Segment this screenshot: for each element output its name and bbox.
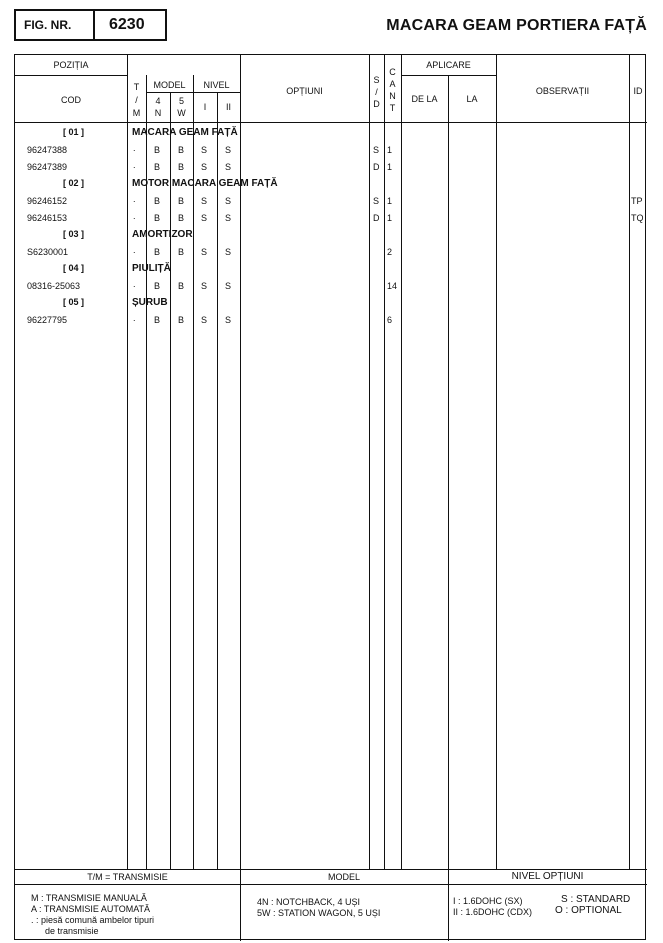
col-line-nivel-i bbox=[217, 92, 218, 869]
hdr-model-5: 5 bbox=[178, 96, 184, 106]
col-line-cod bbox=[127, 55, 128, 869]
group-name: ȘURUB bbox=[132, 297, 168, 308]
part-nivel-ii: S bbox=[225, 213, 232, 223]
part-transmission: . bbox=[133, 143, 136, 153]
part-code: 96246152 bbox=[27, 196, 68, 206]
part-quantity: 2 bbox=[387, 247, 393, 257]
part-nivel-i: S bbox=[201, 145, 208, 155]
part-model-4n: B bbox=[154, 281, 161, 291]
part-model-5w: B bbox=[178, 213, 185, 223]
part-model-5w: B bbox=[178, 196, 185, 206]
part-nivel-i: S bbox=[201, 315, 208, 325]
part-nivel-ii: S bbox=[225, 315, 232, 325]
legend-tm-line: . : piesă comună ambelor tipuri bbox=[31, 915, 155, 925]
hdr-model-5w: W bbox=[177, 108, 186, 118]
part-model-5w: B bbox=[178, 162, 185, 172]
part-code: 96227795 bbox=[27, 315, 68, 325]
part-nivel-ii: S bbox=[225, 162, 232, 172]
col-line-4n bbox=[170, 92, 171, 869]
hdr-cod: COD bbox=[61, 95, 81, 105]
group-position: [ 04 ] bbox=[63, 263, 85, 273]
part-quantity: 6 bbox=[387, 315, 393, 325]
hdr-id: ID bbox=[633, 86, 643, 96]
row-line-aplicare bbox=[401, 75, 496, 76]
col-line-id bbox=[629, 55, 630, 869]
hdr-observatii: OBSERVAȚII bbox=[535, 86, 590, 96]
part-quantity: 1 bbox=[387, 213, 393, 223]
hdr-sd-s: S bbox=[373, 75, 380, 85]
legend-model-line: 4N : NOTCHBACK, 4 UȘI bbox=[257, 897, 361, 907]
col-line-la bbox=[448, 75, 449, 941]
part-transmission: . bbox=[133, 245, 136, 255]
group-name: PIULIȚĂ bbox=[132, 263, 171, 274]
part-nivel-ii: S bbox=[225, 145, 232, 155]
hdr-tm-t: T bbox=[133, 82, 140, 92]
part-nivel-i: S bbox=[201, 196, 208, 206]
hdr-nivel-i: I bbox=[203, 102, 207, 112]
part-side: D bbox=[373, 213, 380, 223]
legend-nivel-line: II : 1.6DOHC (CDX) bbox=[453, 907, 533, 917]
group-name: MACARA GEAM FAȚĂ bbox=[132, 127, 238, 138]
row-line-header-bottom bbox=[15, 122, 647, 123]
group-position: [ 03 ] bbox=[63, 229, 85, 239]
hdr-tm-slash: / bbox=[135, 95, 138, 105]
col-line-model bbox=[193, 75, 194, 869]
legend-nivel-title: NIVEL OPȚIUNI bbox=[511, 871, 584, 882]
hdr-cant-a: A bbox=[389, 79, 396, 89]
hdr-cant-c: C bbox=[389, 67, 396, 77]
group-name: AMORTIZOR bbox=[132, 229, 193, 240]
part-transmission: . bbox=[133, 194, 136, 204]
fig-label: FIG. NR. bbox=[24, 18, 72, 32]
hdr-de-la: DE LA bbox=[411, 94, 438, 104]
part-code: S6230001 bbox=[27, 247, 69, 257]
part-id: TP bbox=[631, 196, 643, 206]
part-code: 08316-25063 bbox=[27, 281, 81, 291]
hdr-model-4n: N bbox=[154, 108, 162, 118]
row-line-legend-top bbox=[15, 869, 647, 870]
group-position: [ 02 ] bbox=[63, 178, 85, 188]
part-nivel-i: S bbox=[201, 281, 208, 291]
group-position: [ 05 ] bbox=[63, 297, 85, 307]
part-model-5w: B bbox=[178, 247, 185, 257]
part-model-4n: B bbox=[154, 213, 161, 223]
legend-tm-line: M : TRANSMISIE MANUALĂ bbox=[31, 893, 147, 903]
parts-table bbox=[14, 54, 646, 940]
row-line-legend-title bbox=[15, 884, 647, 885]
part-transmission: . bbox=[133, 313, 136, 323]
part-side: S bbox=[373, 145, 380, 155]
hdr-model: MODEL bbox=[153, 80, 186, 90]
legend-opt-line: S : STANDARD bbox=[561, 894, 631, 905]
group-name: MOTOR MACARA GEAM FAȚĂ bbox=[132, 178, 278, 189]
part-model-5w: B bbox=[178, 145, 185, 155]
col-line-cant bbox=[384, 55, 385, 869]
part-side: D bbox=[373, 162, 380, 172]
part-quantity: 1 bbox=[387, 145, 393, 155]
part-model-4n: B bbox=[154, 247, 161, 257]
hdr-cant-n: N bbox=[389, 91, 396, 101]
part-model-4n: B bbox=[154, 315, 161, 325]
figure-number-box bbox=[14, 9, 167, 41]
part-model-4n: B bbox=[154, 162, 161, 172]
col-line-dela bbox=[401, 55, 402, 869]
hdr-aplicare: APLICARE bbox=[426, 60, 471, 70]
hdr-pozitia: POZIȚIA bbox=[53, 60, 89, 70]
part-side: S bbox=[373, 196, 380, 206]
part-nivel-ii: S bbox=[225, 281, 232, 291]
hdr-nivel-ii: II bbox=[225, 102, 231, 112]
hdr-cant-t: T bbox=[389, 103, 396, 113]
legend-nivel-line: I : 1.6DOHC (SX) bbox=[453, 896, 523, 906]
part-nivel-ii: S bbox=[225, 247, 232, 257]
part-nivel-i: S bbox=[201, 247, 208, 257]
hdr-sd-d: D bbox=[373, 99, 380, 109]
fig-number: 6230 bbox=[109, 16, 145, 33]
page-title: MACARA GEAM PORTIERA FAȚĂ bbox=[386, 17, 647, 34]
part-id: TQ bbox=[631, 213, 644, 223]
part-quantity: 1 bbox=[387, 196, 393, 206]
part-quantity: 14 bbox=[387, 281, 398, 291]
hdr-sd-slash: / bbox=[375, 87, 378, 97]
part-model-4n: B bbox=[154, 145, 161, 155]
group-position: [ 01 ] bbox=[63, 127, 85, 137]
legend-model-line: 5W : STATION WAGON, 5 UȘI bbox=[257, 908, 381, 918]
col-line-obs bbox=[496, 55, 497, 869]
hdr-nivel: NIVEL bbox=[203, 80, 230, 90]
legend-tm-line: A : TRANSMISIE AUTOMATĂ bbox=[31, 904, 151, 914]
hdr-tm-m: M bbox=[132, 108, 141, 118]
hdr-optiuni: OPȚIUNI bbox=[286, 86, 323, 96]
part-quantity: 1 bbox=[387, 162, 393, 172]
legend-tm-line: de transmisie bbox=[45, 926, 99, 936]
part-code: 96247388 bbox=[27, 145, 68, 155]
part-model-5w: B bbox=[178, 281, 185, 291]
part-nivel-ii: S bbox=[225, 196, 232, 206]
part-model-5w: B bbox=[178, 315, 185, 325]
part-code: 96247389 bbox=[27, 162, 68, 172]
part-transmission: . bbox=[133, 160, 136, 170]
legend-model-title: MODEL bbox=[327, 872, 360, 882]
hdr-la: LA bbox=[466, 94, 478, 104]
part-nivel-i: S bbox=[201, 213, 208, 223]
hdr-model-4: 4 bbox=[155, 96, 161, 106]
fig-box-divider bbox=[93, 11, 95, 39]
part-transmission: . bbox=[133, 279, 136, 289]
row-line-pozitia bbox=[15, 75, 127, 76]
col-line-sd bbox=[369, 55, 370, 869]
row-line-model-sub bbox=[146, 92, 240, 93]
col-line-tm bbox=[146, 75, 147, 869]
part-model-4n: B bbox=[154, 196, 161, 206]
legend-tm-title: T/M = TRANSMISIE bbox=[87, 872, 168, 882]
part-nivel-i: S bbox=[201, 162, 208, 172]
part-transmission: . bbox=[133, 211, 136, 221]
legend-opt-line: O : OPTIONAL bbox=[555, 905, 622, 916]
part-code: 96246153 bbox=[27, 213, 68, 223]
